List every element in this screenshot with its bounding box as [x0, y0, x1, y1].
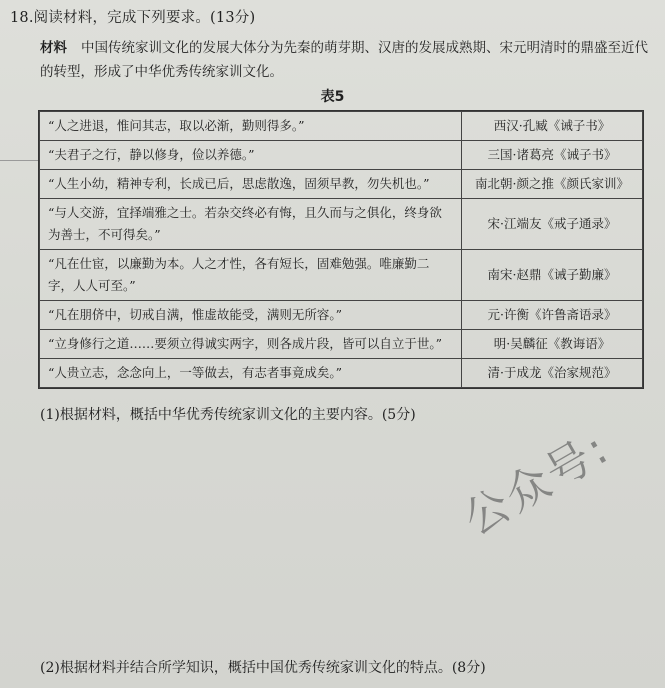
- source-cell: 南宋·赵鼎《诫子勤廉》: [462, 250, 643, 301]
- quote-cell: “夫君子之行，静以修身，俭以养德。”: [40, 141, 462, 170]
- material-text: 中国传统家训文化的发展大体分为先秦的萌芽期、汉唐的发展成熟期、宋元明清时的鼎盛至近代的转型，形成了中华优秀传统家训文化。: [40, 40, 648, 80]
- table-row: [40, 359, 643, 388]
- quote-cell: “人贵立志，念念向上，一等做去，有志者事竟成矣。”: [40, 359, 462, 388]
- source-cell: 西汉·孔臧《诫子书》: [462, 112, 643, 141]
- table-row: [40, 250, 643, 301]
- quote-cell: “人生小幼，精神专利，长成已后，思虑散逸，固须早教，勿失机也。”: [40, 170, 462, 199]
- family-precepts-table: [38, 110, 644, 389]
- sub-question-2: (2)根据材料并结合所学知识，概括中国优秀传统家训文化的特点。(8分): [40, 660, 486, 676]
- source-cell: 元·许衡《许鲁斋语录》: [462, 301, 643, 330]
- source-cell: 宋·江端友《戒子通录》: [462, 199, 643, 250]
- table-title: 表5: [320, 89, 345, 105]
- source-cell: 南北朝·颜之推《颜氏家训》: [462, 170, 643, 199]
- table-row: [40, 330, 643, 359]
- sub-question-1: (1)根据材料，概括中华优秀传统家训文化的主要内容。(5分): [40, 407, 416, 423]
- table-row: [40, 301, 643, 330]
- table-row: [40, 199, 643, 250]
- material-tag: 材料: [40, 40, 67, 56]
- quote-cell: “凡在朋侪中，切戒自满，惟虚故能受，满则无所容。”: [40, 301, 462, 330]
- quote-cell: “立身修行之道……要须立得诚实两字，则各成片段，皆可以自立于世。”: [40, 330, 462, 359]
- material-paragraph: [40, 36, 652, 84]
- table-body: [40, 112, 643, 388]
- scan-line: [0, 160, 38, 161]
- watermark-text: 公众号:: [455, 422, 619, 546]
- source-cell: 清·于成龙《治家规范》: [462, 359, 643, 388]
- quote-cell: “与人交游，宜择端雅之士。若杂交终必有悔，且久而与之俱化，终身欲为善士，不可得矣。”: [40, 199, 462, 250]
- table-row: [40, 141, 643, 170]
- source-cell: 明·吴麟征《教诲语》: [462, 330, 643, 359]
- quote-cell: “人之进退，惟问其志，取以必渐，勤则得多。”: [40, 112, 462, 141]
- source-cell: 三国·诸葛亮《诫子书》: [462, 141, 643, 170]
- question-header: 18.阅读材料，完成下列要求。(13分): [10, 10, 256, 26]
- quote-cell: “凡在仕宦，以廉勤为本。人之才性，各有短长，固难勉强。唯廉勤二字，人人可至。”: [40, 250, 462, 301]
- table-row: [40, 112, 643, 141]
- table-row: [40, 170, 643, 199]
